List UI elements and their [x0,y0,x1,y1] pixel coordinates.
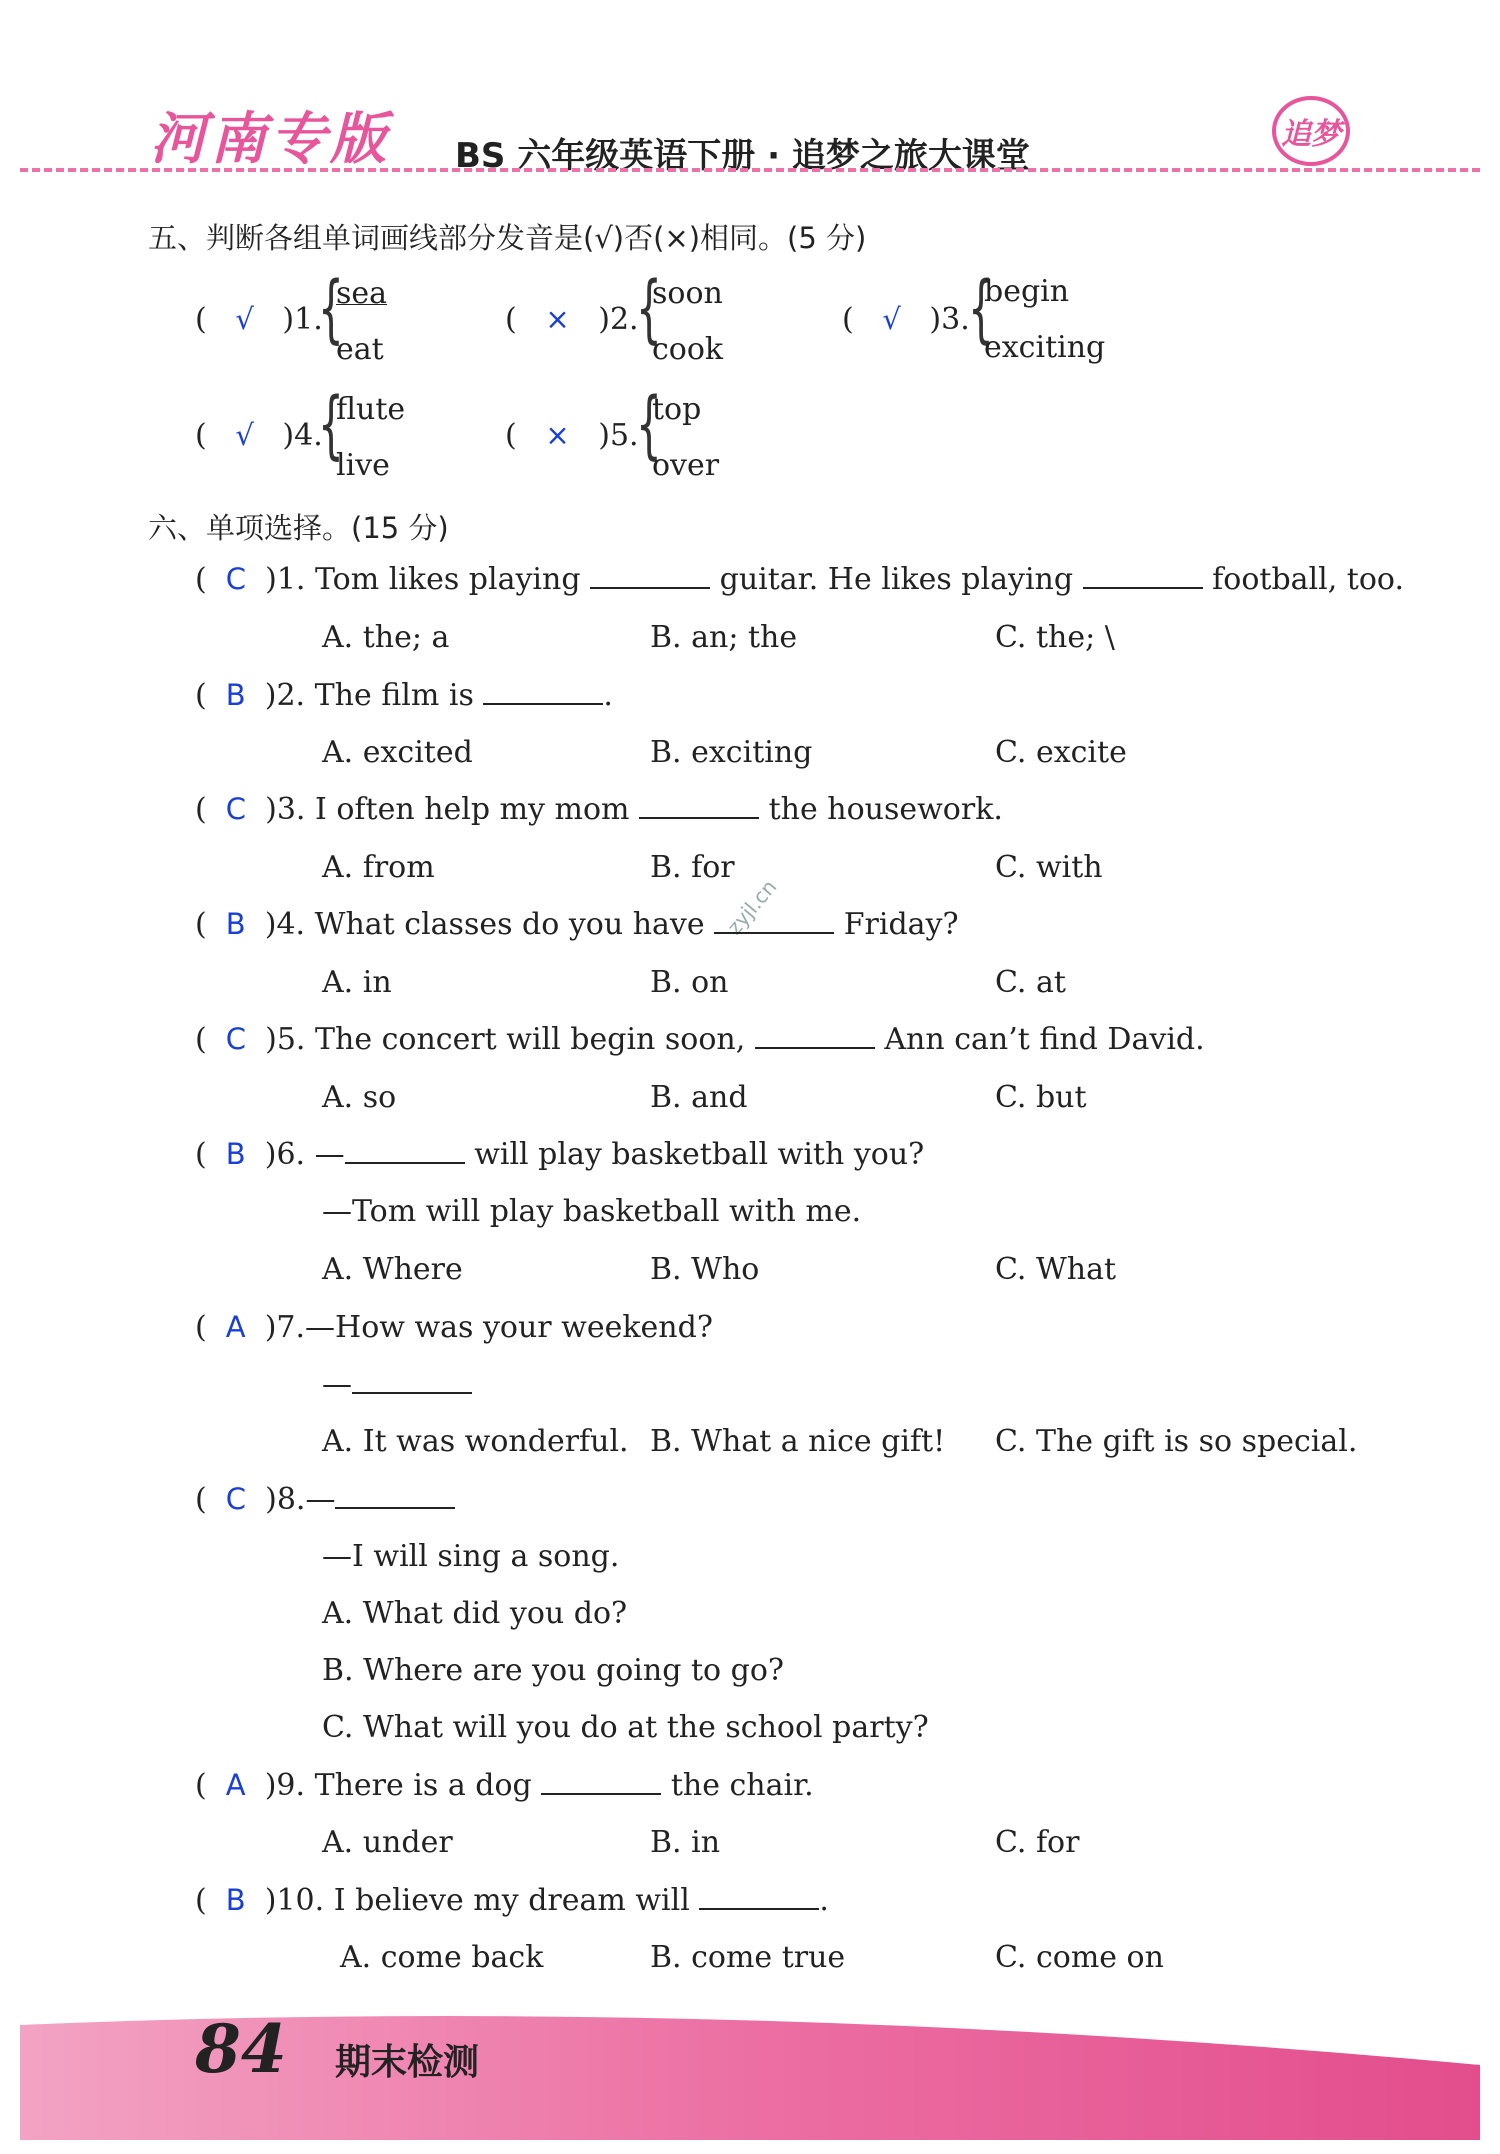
question-5: ( C )5. The concert will begin soon, Ann can’t find David. [195,1022,1205,1057]
question-8-reply: —I will sing a song. [322,1539,620,1574]
s5-item-2: ( × )2. [505,302,639,337]
page-number: 84 [195,2010,287,2088]
answer: B [225,1883,246,1917]
word-2: cook [652,332,724,367]
option-b: B. exciting [650,735,813,770]
answer: √ [882,302,901,336]
word-2: eat [336,332,384,367]
question-7-reply: — [322,1367,472,1402]
question-3: ( C )3. I often help my mom the housework. [195,792,1003,827]
option-a: A. What did you do? [322,1596,628,1631]
option-a: A. excited [322,735,473,770]
blank [714,908,834,934]
option-b: B. in [650,1825,721,1860]
brace-icon: { [318,266,344,352]
option-a: A. from [322,850,435,885]
question-9: ( A )9. There is a dog the chair. [195,1768,814,1803]
answer: C [225,1482,247,1516]
answer: × [545,302,570,336]
item-number: 3. [941,302,970,337]
blank [352,1368,472,1394]
option-b: B. come true [650,1940,846,1975]
option-c: C. with [995,850,1103,885]
header-divider [20,168,1480,172]
option-b: B. Who [650,1252,760,1287]
blank [1083,563,1203,589]
brace-icon: { [636,266,662,352]
question-8: ( C )8.— [195,1482,455,1517]
option-b: B. and [650,1080,748,1115]
option-a: A. It was wonderful. [322,1424,629,1459]
word-2: exciting [984,330,1106,365]
brand-title: 河南专版 [150,107,390,172]
answer: B [225,678,246,712]
option-c: C. What [995,1252,1117,1287]
answer: A [225,1310,246,1344]
blank [590,563,710,589]
blank [541,1769,661,1795]
brand-logo-icon: 追梦 [1272,96,1350,166]
word-1: flute [336,392,406,427]
question-6: ( B )6. — will play basketball with you? [195,1137,925,1172]
blank [755,1023,875,1049]
question-10: ( B )10. I believe my dream will . [195,1883,829,1918]
word-1: sea [336,276,388,311]
blank [699,1884,819,1910]
blank [483,679,603,705]
question-1: ( C )1. Tom likes playing guitar. He likes playing football, too. [195,562,1404,597]
word-1: begin [984,274,1070,309]
option-c: C. for [995,1825,1080,1860]
option-a: A. Where [322,1252,463,1287]
question-2: ( B )2. The film is . [195,678,613,713]
option-c: C. What will you do at the school party? [322,1710,929,1745]
s5-item-5: ( × )5. [505,418,639,453]
footer-title: 期末检测 [335,2042,480,2083]
s5-item-3: ( √ )3. [842,302,970,337]
option-c: C. come on [995,1940,1164,1975]
s5-item-4: ( √ )4. [195,418,323,453]
option-a: A. so [322,1080,397,1115]
option-b: B. for [650,850,735,885]
option-a: A. in [322,965,392,1000]
option-a: A. the; a [322,620,450,655]
word-1: soon [652,276,723,311]
answer: A [225,1768,246,1802]
item-number: 1. [294,302,323,337]
brace-icon: { [968,266,994,352]
item-number: 4. [294,418,323,453]
brace-icon: { [636,382,662,468]
item-number: 5. [609,418,639,453]
option-c: C. at [995,965,1066,1000]
option-b: B. What a nice gift! [650,1424,946,1459]
option-b: B. an; the [650,620,798,655]
option-c: C. The gift is so special. [995,1424,1358,1459]
word-1: top [652,392,702,427]
answer: B [225,907,246,941]
question-7: ( A )7.—How was your weekend? [195,1310,713,1345]
option-c: C. excite [995,735,1127,770]
question-6-reply: —Tom will play basketball with me. [322,1194,862,1229]
answer: √ [235,418,254,452]
section5-title: 五、判断各组单词画线部分发音是(√)否(×)相同。(5 分) [148,221,867,255]
option-c: C. but [995,1080,1087,1115]
s5-item-1: ( √ )1. [195,302,323,337]
answer: √ [235,302,254,336]
option-c: C. the; \ [995,620,1115,655]
word-2: live [336,448,390,483]
option-b: B. on [650,965,729,1000]
answer: C [225,562,247,596]
item-number: 2. [609,302,639,337]
blank [335,1483,455,1509]
answer: C [225,792,247,826]
option-a: A. under [322,1825,453,1860]
watermark: zyjl.cn [722,874,782,940]
blank [345,1138,465,1164]
answer: × [545,418,570,452]
book-title: BS 六年级英语下册 · 追梦之旅大课堂 [455,136,1030,176]
blank [639,793,759,819]
section6-title: 六、单项选择。(15 分) [148,511,449,545]
answer: B [225,1137,246,1171]
question-4: ( B )4. What classes do you have Friday? [195,907,959,942]
brace-icon: { [318,382,344,468]
option-b: B. Where are you going to go? [322,1653,784,1688]
word-2: over [652,448,720,483]
answer: C [225,1022,247,1056]
option-a: A. come back [340,1940,544,1975]
